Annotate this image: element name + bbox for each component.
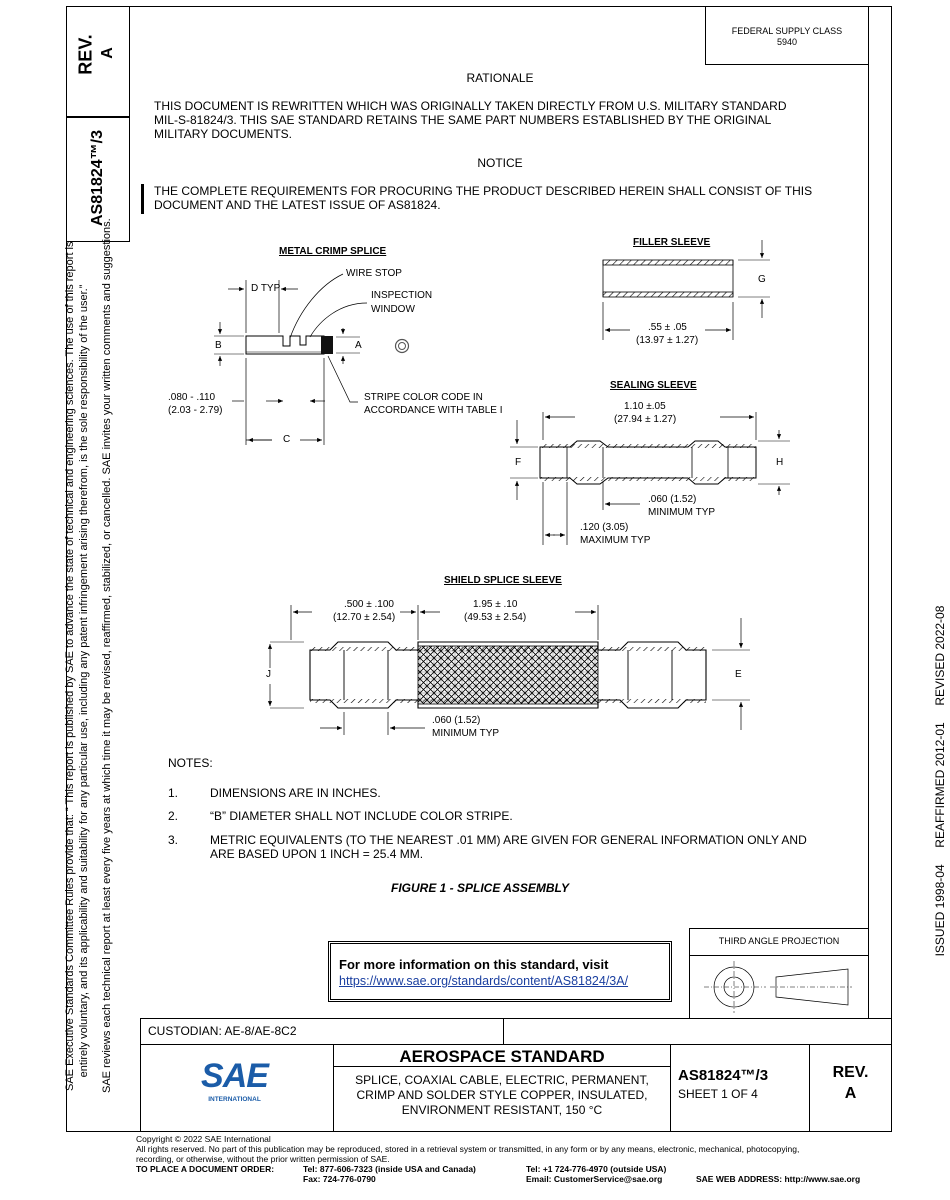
filler-dim-1: .55 ± .05 xyxy=(648,322,687,333)
note-2-number: 2. xyxy=(168,809,179,823)
fax: Fax: 724-776-0790 xyxy=(303,1174,376,1184)
shield-splice-sleeve-drawing xyxy=(270,605,750,735)
revision-dates: ISSUED 1998-04 REAFFIRMED 2012-01 REVISED 2022-08 xyxy=(933,605,947,957)
doc-number-vertical: AS81824™/3 xyxy=(89,129,106,227)
sheet-number: SHEET 1 OF 4 xyxy=(678,1087,758,1101)
dim-c-label: C xyxy=(283,434,291,445)
title-desc-2: CRIMP AND SOLDER STYLE COPPER, INSULATED, xyxy=(356,1088,648,1102)
rev-label-title: REV. xyxy=(832,1064,869,1081)
title-block-divider-2 xyxy=(670,1044,671,1131)
notice-line-1: THE COMPLETE REQUIREMENTS FOR PROCURING THE PRODUCT DESCRIBED HEREIN SHALL CONSIST OF THIS xyxy=(154,184,813,198)
copyright: Copyright © 2022 SAE International xyxy=(136,1134,271,1144)
dim-j-label: J xyxy=(266,669,271,680)
rationale-line-2: MIL-S-81824/3. THIS SAE STANDARD RETAINS THE SAME PART NUMBERS ESTABLISHED BY THE ORIGINAL xyxy=(154,113,772,127)
web-address: SAE WEB ADDRESS: http://www.sae.org xyxy=(696,1174,861,1184)
projection-label: THIRD ANGLE PROJECTION xyxy=(718,936,840,946)
figure-caption: FIGURE 1 - SPLICE ASSEMBLY xyxy=(390,881,570,895)
title-desc-3: ENVIRONMENT RESISTANT, 150 °C xyxy=(401,1103,603,1117)
shield-dim-a-2: (12.70 ± 2.54) xyxy=(333,612,396,623)
sealing-min-1: .060 (1.52) xyxy=(648,494,697,505)
window-label: WINDOW xyxy=(371,304,415,315)
inspection-label: INSPECTION xyxy=(371,290,433,301)
disclaimer-line-1: SAE Executive Standards Committee Rules provide that: “ This report is published by SAE to advance the state of technical and engineering sciences. The use of this report is xyxy=(64,241,76,1091)
sae-logo-text: SAE xyxy=(201,1057,268,1095)
bottom-border xyxy=(66,1131,892,1132)
rationale-line-1: THIS DOCUMENT IS REWRITTEN WHICH WAS ORIGINALLY TAKEN DIRECTLY FROM U.S. MILITARY STANDARD xyxy=(154,99,787,113)
title-block-top-line xyxy=(140,1018,892,1019)
note-1-text: DIMENSIONS ARE IN INCHES. xyxy=(210,786,381,800)
splice-assembly-figure xyxy=(150,225,800,750)
title-desc-1: SPLICE, COAXIAL CABLE, ELECTRIC, PERMANENT, xyxy=(355,1073,649,1087)
crimp-dim-1: .080 - .110 xyxy=(168,392,216,403)
right-border xyxy=(891,6,892,1131)
aerospace-standard-title: AEROSPACE STANDARD xyxy=(399,1047,605,1066)
sealing-dim-2: (27.94 ± 1.27) xyxy=(614,414,677,425)
federal-supply-number: 5940 xyxy=(776,37,798,47)
d-typ-label: D TYP xyxy=(251,283,281,294)
notice-heading: NOTICE xyxy=(477,156,523,170)
inner-right-border xyxy=(868,6,869,1018)
shield-sleeve-title: SHIELD SPLICE SLEEVE xyxy=(444,575,562,586)
title-block-divider-custodian xyxy=(503,1018,504,1044)
shield-min-2: MINIMUM TYP xyxy=(432,728,500,739)
rationale-heading: RATIONALE xyxy=(466,71,534,85)
tel-intl: Tel: +1 724-776-4970 (outside USA) xyxy=(526,1164,667,1174)
custodian-label: CUSTODIAN: AE-8/AE-8C2 xyxy=(148,1024,297,1038)
crimp-dim-2: (2.03 - 2.79) xyxy=(168,405,223,416)
dim-a-label: A xyxy=(355,340,362,351)
title-block-left-line xyxy=(140,1018,141,1132)
standard-link[interactable]: https://www.sae.org/standards/content/AS81824/3A/ xyxy=(339,974,629,988)
rights-line-1: All rights reserved. No part of this publication may be reproduced, stored in a retrieval system or transmitted, in any form or by any means, electronic, mechanical, photocopying, xyxy=(136,1144,800,1154)
dim-b-label: B xyxy=(215,340,222,351)
note-2-text: “B” DIAMETER SHALL NOT INCLUDE COLOR STRIPE. xyxy=(210,809,513,823)
disclaimer-line-3: SAE reviews each technical report at least every five years at which time it may be revised, reaffirmed, stabilized, or cancelled. SAE invites your written comments and suggestions. xyxy=(101,218,113,1093)
dim-h-label: H xyxy=(776,457,784,468)
sealing-max-2: MAXIMUM TYP xyxy=(580,535,651,546)
sae-logo xyxy=(197,1059,272,1109)
note-3-number: 3. xyxy=(168,833,179,847)
rev-label: REV. xyxy=(75,34,96,75)
projection-symbol xyxy=(690,956,868,1018)
federal-supply-label: FEDERAL SUPPLY CLASS xyxy=(731,26,843,36)
metal-crimp-title: METAL CRIMP SPLICE xyxy=(279,246,387,257)
sealing-max-1: .120 (3.05) xyxy=(580,522,629,533)
sae-logo-subtext: INTERNATIONAL xyxy=(208,1096,261,1103)
rev-value-title: A xyxy=(844,1085,857,1102)
shield-dim-a-1: .500 ± .100 xyxy=(344,599,394,610)
note-1-number: 1. xyxy=(168,786,179,800)
rationale-line-3: MILITARY DOCUMENTS. xyxy=(154,127,293,141)
stripe-label-1: STRIPE COLOR CODE IN xyxy=(364,392,483,403)
stripe-label-2: ACCORDANCE WITH TABLE I xyxy=(364,405,503,416)
sealing-sleeve-drawing xyxy=(510,412,790,545)
order-label: TO PLACE A DOCUMENT ORDER: xyxy=(136,1164,275,1174)
dim-f-label: F xyxy=(515,457,522,468)
filler-dim-2: (13.97 ± 1.27) xyxy=(636,335,699,346)
info-box-title: For more information on this standard, visit xyxy=(339,957,609,972)
change-bar xyxy=(141,184,144,214)
dim-g-label: G xyxy=(758,274,766,285)
shield-dim-b-1: 1.95 ± .10 xyxy=(473,599,518,610)
tel-us: Tel: 877-606-7323 (inside USA and Canada) xyxy=(303,1164,476,1174)
sealing-sleeve-title: SEALING SLEEVE xyxy=(610,380,697,391)
title-block-custodian-line xyxy=(140,1044,892,1045)
dim-e-label: E xyxy=(735,669,742,680)
notes-heading: NOTES: xyxy=(168,756,213,770)
rights-line-2: recording, or otherwise, without the prior written permission of SAE. xyxy=(136,1154,390,1164)
shield-dim-b-2: (49.53 ± 2.54) xyxy=(464,612,527,623)
sealing-min-2: MINIMUM TYP xyxy=(648,507,716,518)
doc-number: AS81824™/3 xyxy=(678,1067,769,1084)
notice-line-2: DOCUMENT AND THE LATEST ISSUE OF AS81824. xyxy=(154,198,441,212)
filler-sleeve-title: FILLER SLEEVE xyxy=(633,237,711,248)
sealing-dim-1: 1.10 ±.05 xyxy=(624,401,666,412)
shield-min-1: .060 (1.52) xyxy=(432,715,481,726)
wire-stop-label: WIRE STOP xyxy=(346,268,402,279)
email: Email: CustomerService@sae.org xyxy=(526,1174,663,1184)
disclaimer-line-2: entirely voluntary, and its applicability and suitability for any particular use, including any patent infringement arising therefrom, is the sole responsibility of the user.” xyxy=(78,284,90,1078)
note-3-text-line-2: ARE BASED UPON 1 INCH = 25.4 MM. xyxy=(210,847,424,861)
rev-value: A xyxy=(99,47,116,59)
note-3-text-line-1: METRIC EQUIVALENTS (TO THE NEAREST .01 MM) ARE GIVEN FOR GENERAL INFORMATION ONLY AND xyxy=(210,833,807,847)
